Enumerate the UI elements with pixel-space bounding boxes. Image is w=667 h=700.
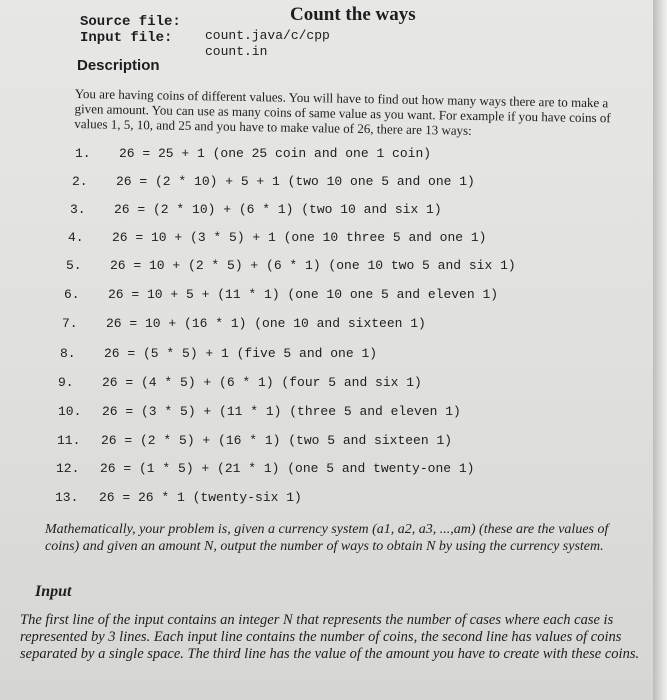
way-number: 10. xyxy=(58,404,82,419)
description-heading: Description xyxy=(77,57,160,74)
math-paragraph: Mathematically, your problem is, given a currency system (a1, a2, a3, ...,am) (these are the values of coins) and given an amount N, output the number of ways to obtain N by using the currency system. xyxy=(45,522,609,554)
way-number: 13. xyxy=(55,490,79,505)
way-number: 2. xyxy=(72,174,88,189)
way-text: 26 = 26 * 1 (twenty-six 1) xyxy=(99,490,302,505)
way-item xyxy=(58,404,461,419)
way-item xyxy=(64,287,498,302)
way-item xyxy=(55,490,302,505)
way-text: 26 = 10 + (2 * 5) + (6 * 1) (one 10 two 5 and six 1) xyxy=(110,258,516,273)
way-text: 26 = 10 + 5 + (11 * 1) (one 10 one 5 and eleven 1) xyxy=(108,287,499,302)
input-paragraph: The first line of the input contains an integer N that represents the number of cases where each case is represented by 3 lines. Each input line contains the number of coins, the second line has values of coins separated by a single space. The third line has the value of the amount you have to create with these coins. xyxy=(20,612,640,662)
way-text: 26 = (2 * 10) + (6 * 1) (two 10 and six 1) xyxy=(114,202,442,217)
way-number: 11. xyxy=(57,433,81,448)
way-number: 12. xyxy=(56,461,80,476)
way-text: 26 = 25 + 1 (one 25 coin and one 1 coin) xyxy=(119,146,432,161)
input-file-label: Input file: xyxy=(80,30,173,46)
way-text: 26 = (2 * 10) + 5 + 1 (two 10 one 5 and one 1) xyxy=(116,174,475,189)
way-item xyxy=(72,174,475,189)
way-number: 1. xyxy=(75,146,91,161)
source-file-value: count.java/c/cpp xyxy=(205,28,330,43)
way-number: 9. xyxy=(58,375,74,390)
way-number: 6. xyxy=(64,287,80,302)
way-text: 26 = (2 * 5) + (16 * 1) (two 5 and sixteen 1) xyxy=(101,433,453,448)
way-item xyxy=(60,346,377,361)
way-item xyxy=(57,433,452,448)
input-heading: Input xyxy=(35,583,72,600)
way-item xyxy=(62,316,426,331)
description-paragraph: You are having coins of different values. You will have to find out how many ways there are to make a given amount. You can use as many coins of same value as you want. For example if you have coins of values 1, 5, 10, and 25 and you have to make value of 26, there are 13 ways: xyxy=(74,86,611,138)
way-number: 4. xyxy=(68,230,84,245)
way-text: 26 = (1 * 5) + (21 * 1) (one 5 and twenty-one 1) xyxy=(100,461,475,476)
way-text: 26 = 10 + (3 * 5) + 1 (one 10 three 5 and one 1) xyxy=(112,230,487,245)
way-number: 8. xyxy=(60,346,76,361)
way-item xyxy=(66,258,516,273)
way-number: 7. xyxy=(62,316,78,331)
source-file-label: Source file: xyxy=(80,14,181,30)
way-number: 5. xyxy=(66,258,82,273)
way-number: 3. xyxy=(70,202,86,217)
way-item xyxy=(58,375,422,390)
way-text: 26 = (5 * 5) + 1 (five 5 and one 1) xyxy=(104,346,378,361)
way-item xyxy=(70,202,442,217)
page-title: Count the ways xyxy=(290,4,416,25)
way-item xyxy=(56,461,474,476)
way-text: 26 = (4 * 5) + (6 * 1) (four 5 and six 1) xyxy=(102,375,422,390)
way-text: 26 = 10 + (16 * 1) (one 10 and sixteen 1) xyxy=(106,316,426,331)
way-item xyxy=(68,230,486,245)
way-item xyxy=(75,146,431,161)
way-text: 26 = (3 * 5) + (11 * 1) (three 5 and eleven 1) xyxy=(102,404,461,419)
input-file-value: count.in xyxy=(205,44,268,59)
